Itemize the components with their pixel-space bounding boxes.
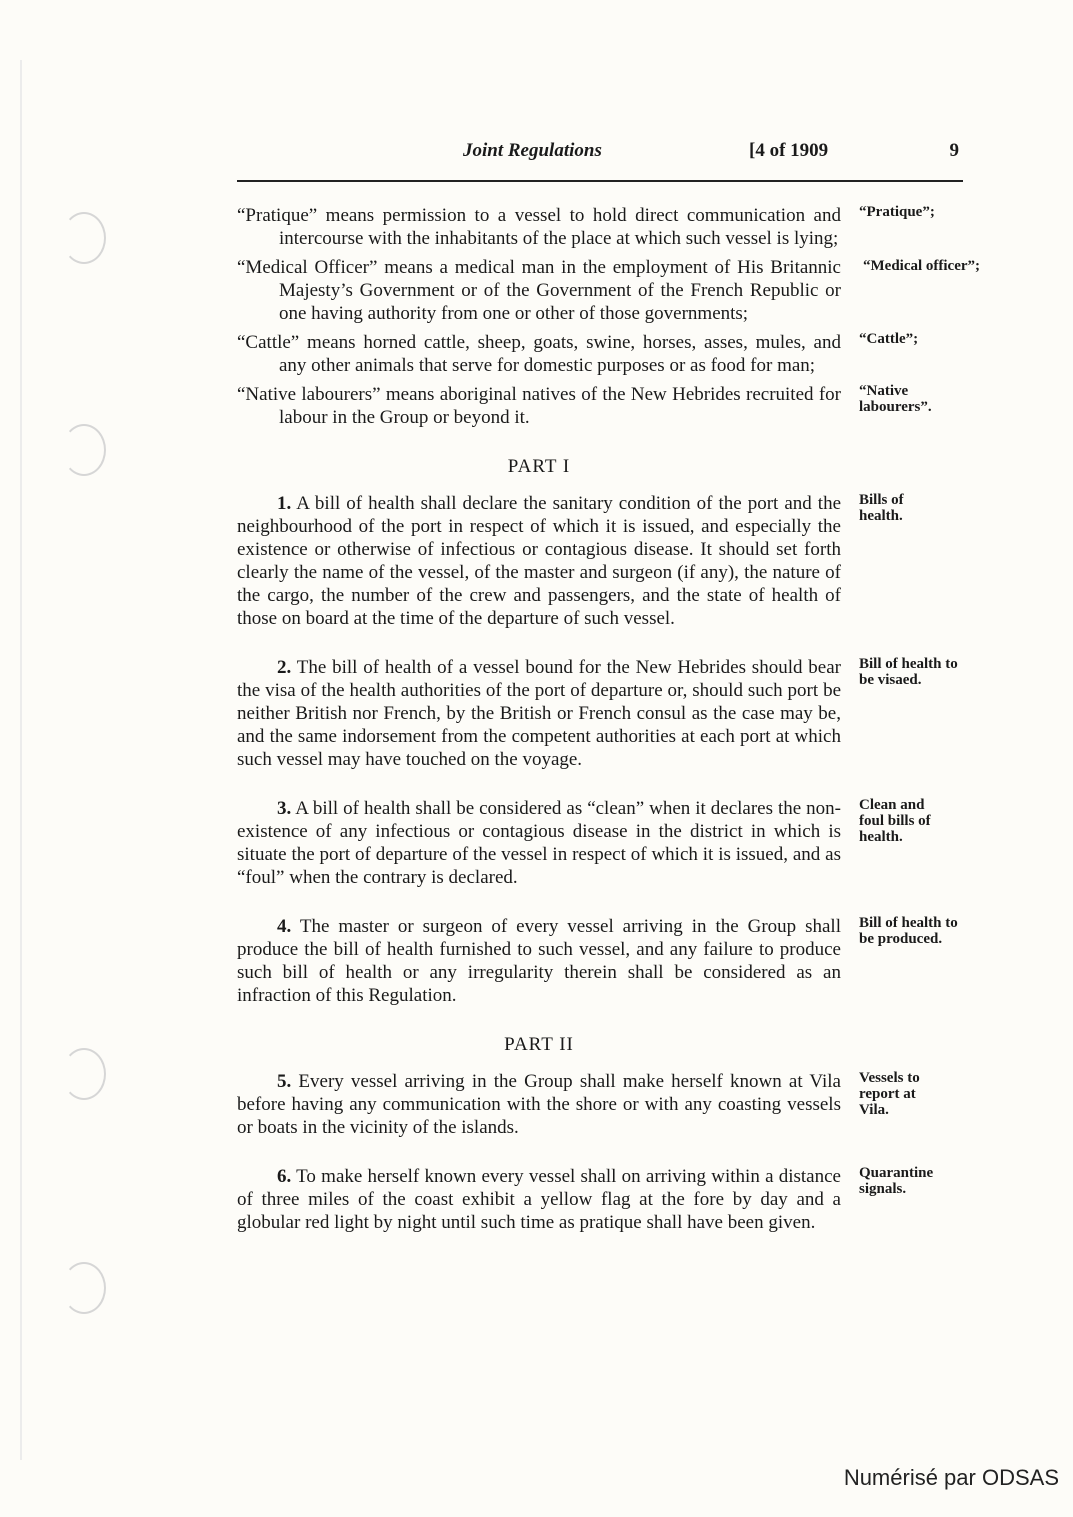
paragraph-number: 2. xyxy=(277,657,292,678)
definition-text: “Pratique” means permission to a vessel to hold direct communication and intercourse with the inhabitants of the place at which such vessel is lying; xyxy=(237,205,841,249)
margin-note: “Medical officer”; xyxy=(863,258,981,274)
part-heading: PART I xyxy=(507,456,571,477)
margin-note: Bill of health to be produced. xyxy=(859,915,958,947)
header-reference: [4 of 1909 xyxy=(749,140,829,161)
punch-hole-mark xyxy=(62,1262,106,1314)
regulation-paragraph xyxy=(237,1070,920,1139)
definition-text: “Medical Officer” means a medical man in the employment of His Britannic Majesty’s Government or of the Government of the French Republic or one having authority from one or other of those governments; xyxy=(237,257,841,324)
paragraph-text: A bill of health shall be considered as “clean” when it declares the non-existence of any infectious or contagious disease in the district in which is situate the port of departure of the vessel in respect of which it is issued, and as “foul” when the contrary is declared. xyxy=(237,798,842,888)
part-heading: PART II xyxy=(504,1034,574,1055)
paragraph-number: 4. xyxy=(277,916,292,937)
definition-native-labourers xyxy=(237,383,932,429)
margin-note: Quarantine signals. xyxy=(859,1165,934,1197)
paragraph-text: The master or surgeon of every vessel arriving in the Group shall produce the bill of health furnished to such vessel, and any failure to produce such bill of health or any irregularity therein shall be considered as an infraction of this Regulation. xyxy=(237,916,841,1006)
regulation-paragraph xyxy=(237,1165,934,1234)
digitization-credit: Numérisé par ODSAS xyxy=(843,1465,1059,1490)
definition-pratique xyxy=(237,204,935,250)
paragraph-text: To make herself known every vessel shall on arriving within a distance of three miles of the coast exhibit a yellow flag at the fore by day and a globular red light by night until such time as pratique shall have been given. xyxy=(237,1166,841,1233)
punch-hole-mark xyxy=(62,424,106,476)
regulation-paragraph xyxy=(237,492,904,630)
definition-text: “Native labourers” means aboriginal natives of the New Hebrides recruited for labour in the Group or beyond it. xyxy=(237,384,841,428)
margin-note: “Cattle”; xyxy=(859,331,919,347)
definition-medical-officer xyxy=(237,256,981,325)
paragraph-text: The bill of health of a vessel bound for the New Hebrides should bear the visa of the health authorities of the port of departure or, should such port be neither British nor French, by the British or French consul as the case may be, and the same indorsement from the competent authorities at each port at which such vessel may have touched on the voyage. xyxy=(237,657,841,770)
page-header xyxy=(237,140,963,168)
header-title: Joint Regulations xyxy=(463,140,602,161)
margin-note: Bill of health to be visaed. xyxy=(859,656,958,688)
margin-note: “Native labourers”. xyxy=(859,383,932,415)
punch-hole-mark xyxy=(62,212,106,264)
header-rule xyxy=(237,180,963,182)
definition-text: “Cattle” means horned cattle, sheep, goats, swine, horses, asses, mules, and any other animals that serve for domestic purposes or as food for man; xyxy=(237,332,841,376)
document-body xyxy=(237,204,981,1260)
definition-cattle xyxy=(237,331,919,377)
paragraph-text: Every vessel arriving in the Group shall make herself known at Vila before having any communication with the shore or with any coasting vessels or boats in the vicinity of the islands. xyxy=(237,1071,841,1138)
paragraph-number: 5. xyxy=(277,1071,292,1092)
paragraph-text: A bill of health shall declare the sanitary condition of the port and the neighbourhood of the port in respect of which it is issued, and especially the existence or otherwise of infectious or contagious disease. It should set forth clearly the name of the vessel, of the master and surgeon (if any), the nature of the cargo, the number of the crew and passengers, and the state of health of those on board at the time of the departure of such vessel. xyxy=(237,493,841,629)
regulation-paragraph xyxy=(237,656,958,771)
paragraph-number: 6. xyxy=(277,1166,292,1187)
punch-hole-mark xyxy=(62,1048,106,1100)
margin-note: Clean and foul bills of health. xyxy=(859,797,931,845)
paragraph-number: 1. xyxy=(277,493,292,514)
paragraph-number: 3. xyxy=(277,798,292,819)
page-number: 9 xyxy=(949,140,959,161)
margin-note: Bills of health. xyxy=(859,492,904,524)
regulation-paragraph xyxy=(237,797,931,889)
page-spine-edge xyxy=(20,60,22,1460)
regulation-paragraph xyxy=(237,915,958,1007)
margin-note: “Pratique”; xyxy=(859,204,935,220)
margin-note: Vessels to report at Vila. xyxy=(859,1070,920,1118)
